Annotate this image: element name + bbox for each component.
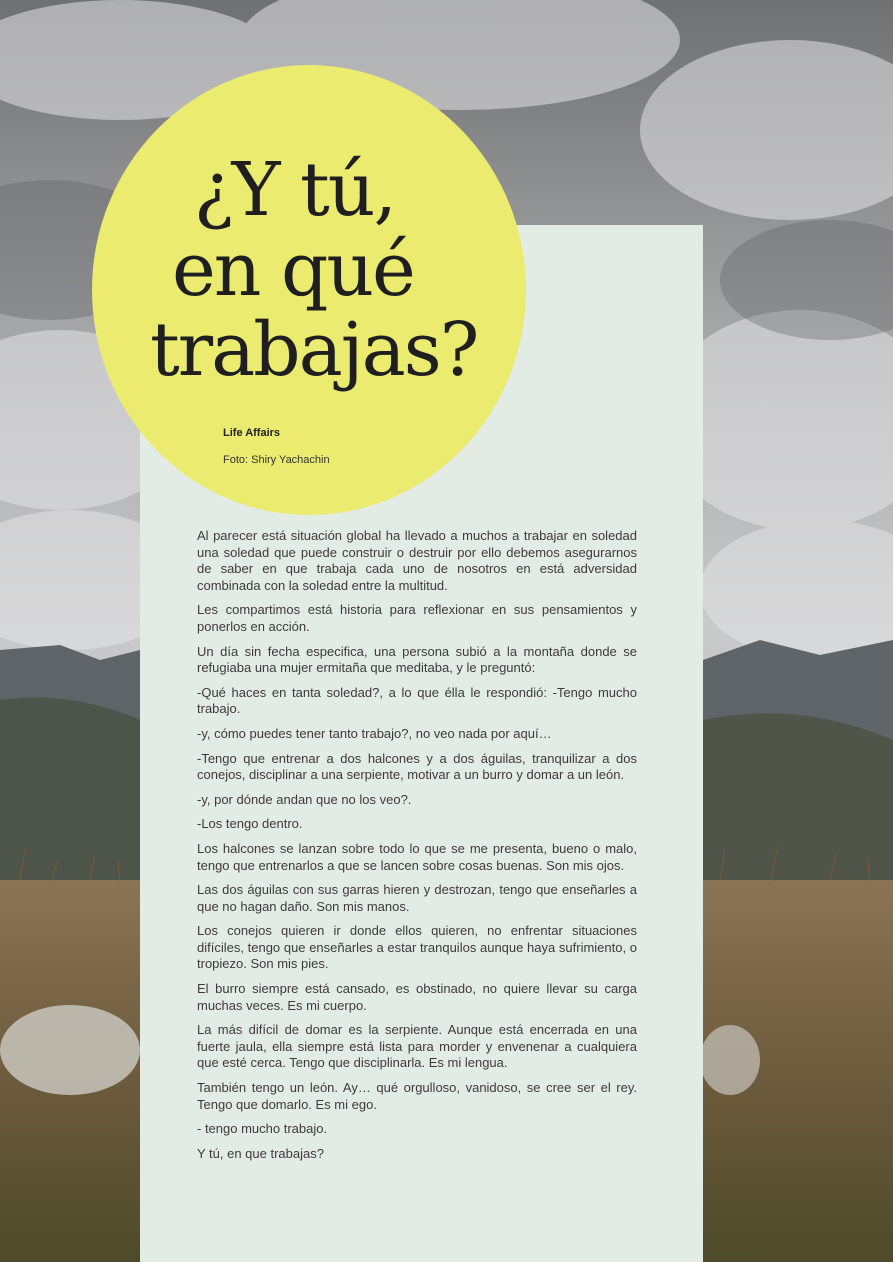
paragraph: -Los tengo dentro. <box>197 816 303 832</box>
paragraph: -y, cómo puedes tener tanto trabajo?, no veo nada por aquí… <box>197 725 552 741</box>
paragraph: El burro siempre está cansado, es obstinado, no quiere llevar su carga muchas veces. Es mi cuerpo. <box>197 981 637 1013</box>
article-body <box>197 528 637 1170</box>
paragraph: -Qué haces en tanta soledad?, a lo que élla le respondió: -Tengo mucho trabajo. <box>197 684 637 717</box>
paragraph: La más difícil de domar es la serpiente. Aunque está encerrada en una fuerte jaula, ella siempre está lista para morder y envenenar a cualquiera que esté cerca. Tengo que disciplinarla. Es mi lengua. <box>197 1022 637 1071</box>
title-line-3: trabajas? <box>150 307 478 393</box>
paragraph: Un día sin fecha especifica, una persona subió a la montaña donde se refugiaba una mujer ermitaña que meditaba, y le preguntó: <box>197 643 637 676</box>
paragraph: Las dos águilas con sus garras hieren y destrozan, tengo que enseñarles a que no hagan daño. Son mis manos. <box>197 882 637 914</box>
paragraph: Los halcones se lanzan sobre todo lo que se me presenta, bueno o malo, tengo que entrenarlos a que se lancen sobre cosas buenas. Son mis ojos. <box>197 840 637 873</box>
paragraph: - tengo mucho trabajo. <box>197 1121 328 1137</box>
paragraph: -Tengo que entrenar a dos halcones y a dos águilas, tranquilizar a dos conejos, disciplinar a una serpiente, motivar a un burro y domar a un león. <box>197 750 637 783</box>
title-line-2: en qué <box>172 227 414 313</box>
paragraph: Al parecer está situación global ha llevado a muchos a trabajar en soledad una soledad que puede construir o destruir por ello debemos asegurarnos de saber en que trabaja cada uno de nosotros en está adversidad combinada con la soledad entre la multitud. <box>197 528 637 593</box>
paragraph: -y, por dónde andan que no los veo?. <box>197 791 412 807</box>
paragraph: Y tú, en que trabajas? <box>197 1145 324 1161</box>
paragraph: Los conejos quieren ir donde ellos quieren, no enfrentar situaciones difíciles, tengo que enseñarles a estar tranquilos aunque haya sufrimiento, o tropiezo. Son mis pies. <box>197 923 637 972</box>
page-title <box>150 147 510 393</box>
title-line-1: ¿Y tú, <box>194 147 395 233</box>
paragraph: Les compartimos está historia para reflexionar en sus pensamientos y ponerlos en acción. <box>197 602 637 634</box>
paragraph: También tengo un león. Ay… qué orgulloso, vanidoso, se cree ser el rey. Tengo que domarlo. Es mi ego. <box>197 1080 637 1112</box>
photo-credit: Foto: Shiry Yachachin <box>223 454 330 466</box>
section-label: Life Affairs <box>223 427 281 439</box>
